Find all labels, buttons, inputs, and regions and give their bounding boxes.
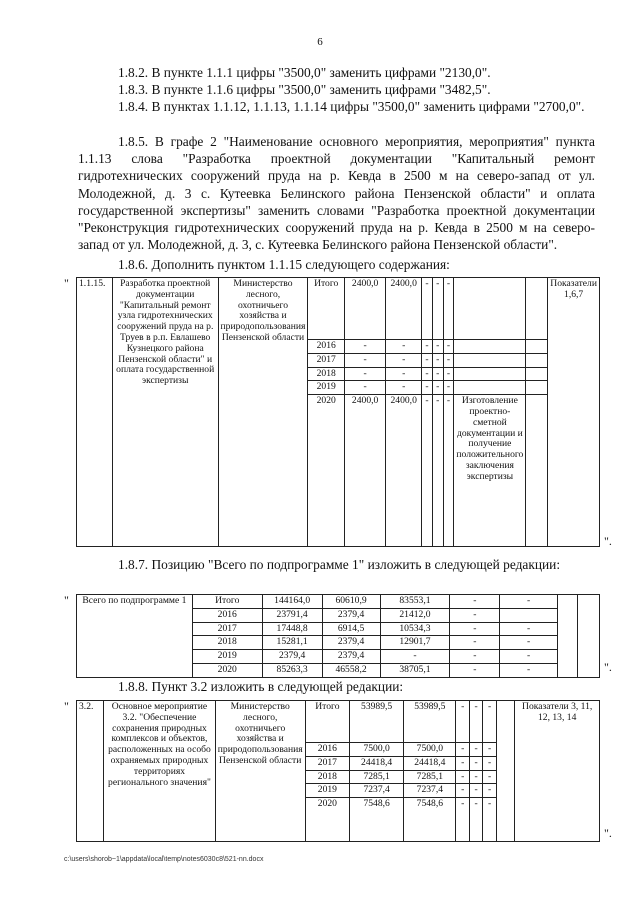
table-subprogram-total	[76, 594, 600, 678]
page-number: 6	[317, 36, 323, 48]
value-cell: -	[432, 278, 443, 340]
value-cell: 7285,1	[404, 770, 456, 784]
paragraph-1-8-6: 1.8.6. Дополнить пунктом 1.1.15 следующего содержания:	[118, 257, 450, 272]
year-cell: 2017	[192, 622, 262, 636]
paragraph-1-8-5: 1.8.5. В графе 2 "Наименование основного мероприятия, мероприятия" пункта 1.1.13 слова "Разработка проектной документации "Капитальный ремонт гидротехнических сооружений пруда на р. Кевда в 2500 м на северо-запад от ул. Молодежной, д. 3 с. Кутеевка Белинского района Пензенской области" и оплата государственной экспертизы" заменить словами "Разработка проектной документации "Реконструкция гидротехнических сооружений пруда на р. Кевда в 2500 м на северо-запад от ул. Молодежной, д. 3, с. Кутеевка Белинского района Пензенской области".	[78, 134, 595, 253]
year-cell: 2017	[305, 756, 349, 770]
value-cell: -	[432, 381, 443, 395]
indicator-cell: Показатели 1,6,7	[548, 278, 600, 547]
indicator-cell: Показатели 3, 11, 12, 13, 14	[515, 701, 600, 842]
total-cell: 7237,4	[350, 784, 404, 798]
year-cell: Итого	[308, 278, 345, 340]
value-cell: -	[422, 381, 433, 395]
year-cell: 2019	[192, 650, 262, 664]
value-cell: -	[386, 381, 422, 395]
value-cell: 24418,4	[404, 756, 456, 770]
value-cell: -	[456, 770, 469, 784]
total-cell: 2400,0	[344, 278, 385, 340]
value-cell: 7237,4	[404, 784, 456, 798]
value-cell: -	[469, 770, 482, 784]
value-cell: -	[386, 353, 422, 367]
total-cell: -	[344, 340, 385, 354]
quote-close-3: ".	[604, 826, 612, 840]
value-cell: 2400,0	[386, 278, 422, 340]
executor: Министерство лесного, охотничьего хозяйства и природопользования Пензенской области	[218, 278, 308, 547]
item-name: Разработка проектной документации "Капитальный ремонт узла гидротехнических сооружений пруда на р. Труев в р.п. Евлашево Кузнецкого района Пензенской области" и оплата государственной экспертизы	[112, 278, 218, 547]
value-cell: -	[422, 340, 433, 354]
value-cell: -	[469, 798, 482, 842]
value-cell: -	[443, 381, 454, 395]
total-cell: 144164,0	[262, 595, 322, 609]
value-cell: -	[450, 663, 500, 677]
year-cell: 2018	[305, 770, 349, 784]
value-cell: 10534,3	[380, 622, 450, 636]
year-cell: Итого	[305, 701, 349, 743]
value-cell: -	[500, 622, 558, 636]
item-number: 3.2.	[77, 701, 104, 842]
value-cell: -	[450, 636, 500, 650]
empty-cell	[578, 595, 600, 678]
value-cell: -	[483, 756, 496, 770]
paragraph-1-8-7: 1.8.7. Позицию "Всего по подпрограмме 1" изложить в следующей редакции:	[118, 557, 561, 572]
table-3-2	[76, 700, 600, 842]
year-cell: 2017	[308, 353, 345, 367]
result-cell	[454, 381, 526, 395]
value-cell: -	[500, 595, 558, 609]
value-cell: 2379,4	[322, 608, 380, 622]
paragraph-1-8-2: 1.8.2. В пункте 1.1.1 цифры "3500,0" заменить цифрами "2130,0".	[118, 65, 491, 80]
value-cell: 60610,9	[322, 595, 380, 609]
value-cell: -	[483, 743, 496, 757]
value-cell: -	[386, 340, 422, 354]
value-cell: 46558,2	[322, 663, 380, 677]
total-cell: 7500,0	[350, 743, 404, 757]
value-cell: -	[422, 367, 433, 381]
value-cell: -	[456, 743, 469, 757]
value-cell: -	[500, 636, 558, 650]
value-cell: 7548,6	[404, 798, 456, 842]
value-cell: 53989,5	[404, 701, 456, 743]
item-number: 1.1.15.	[77, 278, 113, 547]
year-cell: 2020	[305, 798, 349, 842]
value-cell: -	[443, 340, 454, 354]
value-cell: -	[456, 784, 469, 798]
executor: Министерство лесного, охотничьего хозяйства и природопользования Пензенской области	[215, 701, 305, 842]
value-cell: -	[469, 743, 482, 757]
total-cell: 23791,4	[262, 608, 322, 622]
value-cell	[500, 608, 558, 622]
value-cell: -	[380, 650, 450, 664]
total-cell: 85263,3	[262, 663, 322, 677]
value-cell: -	[422, 353, 433, 367]
value-cell: -	[432, 340, 443, 354]
value-cell: -	[483, 770, 496, 784]
result-cell	[454, 340, 526, 354]
table-1-1-15	[76, 277, 600, 547]
value-cell: -	[450, 595, 500, 609]
total-cell: 2379,4	[262, 650, 322, 664]
table-row	[77, 278, 600, 340]
value-cell: -	[443, 353, 454, 367]
empty-cell	[526, 340, 548, 354]
total-cell: -	[344, 353, 385, 367]
total-cell: 24418,4	[350, 756, 404, 770]
year-cell: 2018	[192, 636, 262, 650]
value-cell: 2400,0	[386, 395, 422, 547]
value-cell: -	[443, 278, 454, 340]
total-cell: -	[344, 381, 385, 395]
year-cell: 2016	[308, 340, 345, 354]
quote-open-3: "	[64, 699, 69, 713]
value-cell: -	[469, 784, 482, 798]
value-cell: -	[456, 756, 469, 770]
total-cell: 15281,1	[262, 636, 322, 650]
empty-cell	[526, 381, 548, 395]
year-cell: 2016	[192, 608, 262, 622]
value-cell: -	[443, 367, 454, 381]
year-cell: 2018	[308, 367, 345, 381]
empty-cell	[496, 701, 515, 842]
value-cell: -	[422, 395, 433, 547]
empty-cell	[526, 353, 548, 367]
quote-open-2: "	[64, 593, 69, 607]
value-cell: -	[500, 663, 558, 677]
file-path-footer: c:\users\shorob~1\appdata\local\temp\notes6030c8\521-nn.docx	[64, 856, 264, 863]
value-cell: 83553,1	[380, 595, 450, 609]
value-cell: -	[432, 367, 443, 381]
value-cell: -	[483, 798, 496, 842]
year-cell: 2020	[308, 395, 345, 547]
value-cell: 12901,7	[380, 636, 450, 650]
value-cell: -	[432, 353, 443, 367]
quote-close-1: ".	[604, 534, 612, 548]
paragraph-1-8-8: 1.8.8. Пункт 3.2 изложить в следующей редакции:	[118, 679, 404, 694]
value-cell: -	[483, 701, 496, 743]
value-cell: -	[443, 395, 454, 547]
value-cell: 2379,4	[322, 636, 380, 650]
year-cell: Итого	[192, 595, 262, 609]
value-cell: 21412,0	[380, 608, 450, 622]
value-cell: -	[450, 650, 500, 664]
result-cell: Изготовление проектно-сметной документации и получение положительного заключения экспертизы	[454, 395, 526, 547]
total-cell: 2400,0	[344, 395, 385, 547]
empty-cell	[526, 278, 548, 340]
value-cell: -	[456, 701, 469, 743]
item-name: Основное мероприятие 3.2. "Обеспечение сохранения природных комплексов и объектов, расположенных на особо охраняемых природных территориях регионального значения"	[104, 701, 216, 842]
empty-cell	[526, 367, 548, 381]
total-cell: 17448,8	[262, 622, 322, 636]
total-cell: 53989,5	[350, 701, 404, 743]
value-cell: 2379,4	[322, 650, 380, 664]
table-row	[77, 701, 600, 743]
quote-close-2: ".	[604, 660, 612, 674]
year-cell: 2019	[305, 784, 349, 798]
paragraph-1-8-4: 1.8.4. В пунктах 1.1.12, 1.1.13, 1.1.14 цифры "3500,0" заменить цифрами "2700,0".	[118, 99, 585, 114]
year-cell: 2019	[308, 381, 345, 395]
value-cell: -	[469, 756, 482, 770]
year-cell: 2016	[305, 743, 349, 757]
value-cell: -	[469, 701, 482, 743]
result-cell	[454, 367, 526, 381]
total-cell: -	[344, 367, 385, 381]
paragraph-1-8-3: 1.8.3. В пункте 1.1.6 цифры "3500,0" заменить цифрами "3482,5".	[118, 82, 491, 97]
total-cell: 7285,1	[350, 770, 404, 784]
quote-open-1: "	[64, 276, 69, 290]
value-cell: -	[450, 622, 500, 636]
value-cell: -	[432, 395, 443, 547]
value-cell: -	[386, 367, 422, 381]
year-cell: 2020	[192, 663, 262, 677]
subprogram-label: Всего по подпрограмме 1	[77, 595, 193, 678]
empty-cell	[526, 395, 548, 547]
value-cell: -	[456, 798, 469, 842]
value-cell: -	[483, 784, 496, 798]
value-cell: -	[500, 650, 558, 664]
empty-cell	[558, 595, 578, 678]
total-cell: 7548,6	[350, 798, 404, 842]
result-cell	[454, 278, 526, 340]
result-cell	[454, 353, 526, 367]
table-row	[77, 595, 600, 609]
value-cell: -	[422, 278, 433, 340]
value-cell: 6914,5	[322, 622, 380, 636]
value-cell: 7500,0	[404, 743, 456, 757]
value-cell: -	[450, 608, 500, 622]
value-cell: 38705,1	[380, 663, 450, 677]
